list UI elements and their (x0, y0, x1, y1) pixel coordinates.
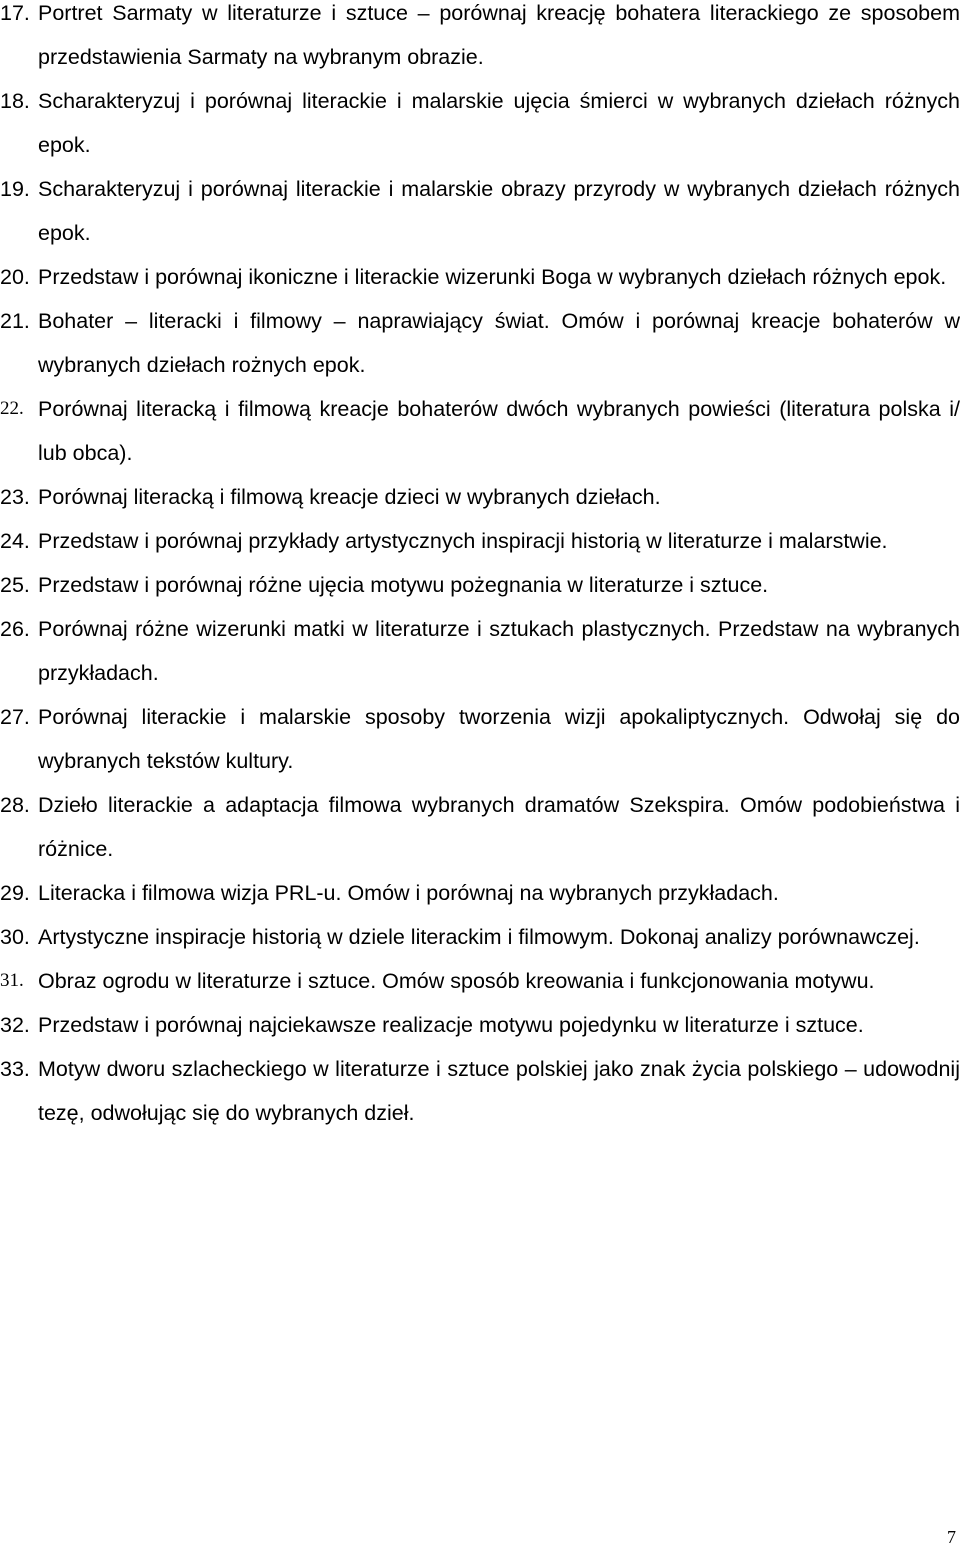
item-text: Scharakteryzuj i porównaj literackie i malarskie obrazy przyrody w wybranych dziełach różnych epok. (38, 177, 960, 245)
item-number: 27. (0, 705, 30, 729)
item-number: 20. (0, 265, 30, 289)
item-text: Przedstaw i porównaj przykłady artystycznych inspiracji historią w literaturze i malarstwie. (38, 529, 888, 553)
item-number: 21. (0, 309, 30, 333)
item-number: 33. (0, 1057, 30, 1081)
item-text: Artystyczne inspiracje historią w dziele literackim i filmowym. Dokonaj analizy porównawczej. (38, 925, 920, 949)
item-text: Scharakteryzuj i porównaj literackie i malarskie ujęcia śmierci w wybranych dziełach różnych epok. (38, 89, 960, 157)
item-text: Porównaj różne wizerunki matki w literaturze i sztukach plastycznych. Przedstaw na wybranych przykładach. (38, 617, 960, 685)
item-number: 31. (0, 970, 24, 991)
item-text: Przedstaw i porównaj ikoniczne i literackie wizerunki Boga w wybranych dziełach różnych epok. (38, 265, 947, 289)
item-number: 24. (0, 529, 30, 553)
item-number: 25. (0, 573, 30, 597)
item-text: Bohater – literacki i filmowy – naprawiający świat. Omów i porównaj kreacje bohaterów w wybranych dziełach rożnych epok. (38, 309, 960, 377)
item-text: Portret Sarmaty w literaturze i sztuce – porównaj kreację bohatera literackiego ze sposobem przedstawienia Sarmaty na wybranym obrazie. (38, 1, 960, 69)
list-item (0, 695, 960, 783)
list-item (0, 167, 960, 255)
item-number: 29. (0, 881, 30, 905)
item-number: 26. (0, 617, 30, 641)
list-item (0, 475, 960, 519)
list-item (0, 783, 960, 871)
item-text: Przedstaw i porównaj różne ujęcia motywu pożegnania w literaturze i sztuce. (38, 573, 769, 597)
item-text: Dzieło literackie a adaptacja filmowa wybranych dramatów Szekspira. Omów podobieństwa i różnice. (38, 793, 960, 861)
list-item (0, 1003, 960, 1047)
item-text: Porównaj literacką i filmową kreacje bohaterów dwóch wybranych powieści (literatura polska i/ lub obca). (38, 397, 960, 465)
item-number: 18. (0, 89, 30, 113)
list-item (0, 519, 960, 563)
item-number: 32. (0, 1013, 30, 1037)
item-text: Literacka i filmowa wizja PRL-u. Omów i porównaj na wybranych przykładach. (38, 881, 779, 905)
list-item (0, 387, 960, 475)
list-item (0, 0, 960, 79)
list-item (0, 79, 960, 167)
item-number: 28. (0, 793, 30, 817)
item-number: 22. (0, 398, 24, 419)
item-number: 23. (0, 485, 30, 509)
list-item (0, 299, 960, 387)
list-item (0, 959, 960, 1003)
item-number: 19. (0, 177, 30, 201)
item-text: Motyw dworu szlacheckiego w literaturze i sztuce polskiej jako znak życia polskiego – udowodnij tezę, odwołując się do wybranych dzieł. (38, 1057, 960, 1125)
item-number: 30. (0, 925, 30, 949)
item-text: Porównaj literacką i filmową kreacje dzieci w wybranych dziełach. (38, 485, 661, 509)
item-number: 17. (0, 1, 30, 25)
item-text: Przedstaw i porównaj najciekawsze realizacje motywu pojedynku w literaturze i sztuce. (38, 1013, 864, 1037)
list-item (0, 255, 960, 299)
list-item (0, 563, 960, 607)
list-item (0, 871, 960, 915)
page-number: 7 (947, 1527, 956, 1547)
item-text: Obraz ogrodu w literaturze i sztuce. Omów sposób kreowania i funkcjonowania motywu. (38, 969, 875, 993)
list-item (0, 607, 960, 695)
list-item (0, 1047, 960, 1135)
item-text: Porównaj literackie i malarskie sposoby tworzenia wizji apokaliptycznych. Odwołaj się do wybranych tekstów kultury. (38, 705, 960, 773)
list-item (0, 915, 960, 959)
